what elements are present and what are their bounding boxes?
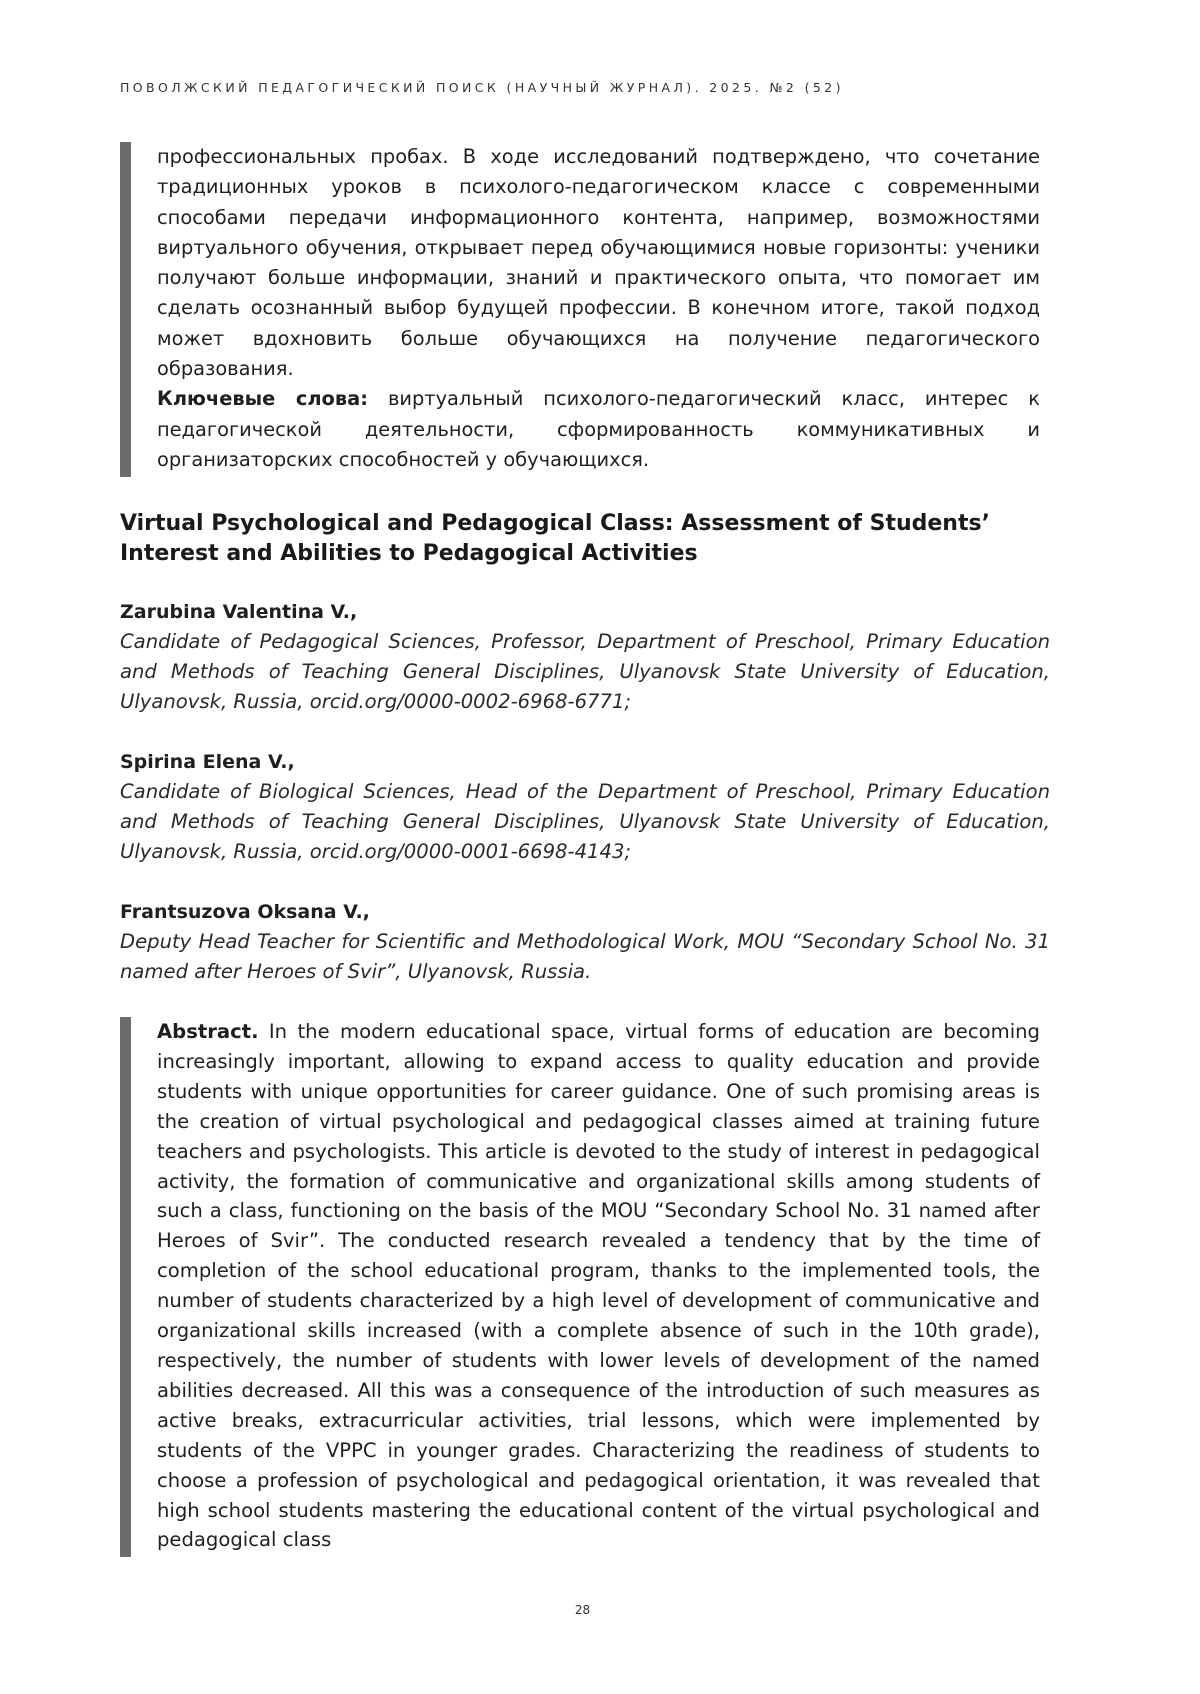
author-entry xyxy=(120,897,1050,987)
author-name: Spirina Elena V., xyxy=(120,751,295,773)
author-entry xyxy=(120,747,1050,867)
author-affiliation: Deputy Head Teacher for Scientific and Methodological Work, MOU “Secondary School No. 31 named after Heroes of Svir”, Ulyanovsk, Russia. xyxy=(120,930,1050,983)
russian-abstract-text: профессиональных пробах. В ходе исследований подтверждено, что сочетание традиционных уроков в психолого-педагогическом классе с современными способами передачи информационного контента, например, возможностями виртуального обучения, открывает перед обучающимися новые горизонты: ученики получают больше информации, знаний и практического опыта, что помогает им сделать осознанный выбор будущей профессии. В конечном итоге, такой подход может вдохновить больше обучающихся на получение педагогического образования. xyxy=(157,145,1040,381)
author-entry xyxy=(120,597,1050,717)
running-header: ПОВОЛЖСКИЙ ПЕДАГОГИЧЕСКИЙ ПОИСК (НАУЧНЫЙ ЖУРНАЛ). 2025. №2 (52) xyxy=(120,80,844,95)
author-affiliation: Candidate of Biological Sciences, Head of the Department of Preschool, Primary Education and Methods of Teaching General Disciplines, Ulyanovsk State University of Education, Ulyanovsk, Russia, orcid.org/0000-0001-6698-4143; xyxy=(120,780,1050,863)
abstract-label: Abstract. xyxy=(157,1020,259,1043)
author-name: Frantsuzova Oksana V., xyxy=(120,901,370,923)
russian-keywords xyxy=(157,384,1040,475)
english-abstract-block xyxy=(120,1017,1040,1557)
keywords-label: Ключевые слова: xyxy=(157,387,368,411)
author-affiliation: Candidate of Pedagogical Sciences, Professor, Department of Preschool, Primary Education and Methods of Teaching General Disciplines, Ulyanovsk State University of Education, Ulyanovsk, Russia, orcid.org/0000-0002-6968-6771; xyxy=(120,630,1050,713)
english-abstract-paragraph xyxy=(157,1017,1040,1555)
russian-abstract-block xyxy=(120,142,1040,477)
keywords-text: виртуальный психолого-педагогический класс, интерес к педагогической деятельности, сформированность коммуникативных и организаторских способностей у обучающихся. xyxy=(157,387,1040,471)
author-name: Zarubina Valentina V., xyxy=(120,601,358,623)
abstract-text: In the modern educational space, virtual forms of education are becoming increasingly important, allowing to expand access to quality education and provide students with unique opportunities for career guidance. One of such promising areas is the creation of virtual psychological and pedagogical classes aimed at training future teachers and psychologists. This article is devoted to the study of interest in pedagogical activity, the formation of communicative and organizational skills among students of such a class, functioning on the basis of the MOU “Secondary School No. 31 named after Heroes of Svir”. The conducted research revealed a tendency that by the time of completion of the school educational program, thanks to the implemented tools, the number of students characterized by a high level of development of communicative and organizational skills increased (with a complete absence of such in the 10th grade), respectively, the number of students with lower levels of development of the named abilities decreased. All this was a consequence of the introduction of such measures as active breaks, extracurricular activities, trial lessons, which were implemented by students of the VPPC in younger grades. Characterizing the readiness of students to choose a profession of psychological and pedagogical orientation, it was revealed that high school students mastering the educational content of the virtual psychological and pedagogical class xyxy=(157,1020,1040,1552)
page-number: 28 xyxy=(574,1603,591,1617)
article-title-english: Virtual Psychological and Pedagogical Class: Assessment of Students’ Interest and Abilities to Pedagogical Activities xyxy=(120,511,990,566)
